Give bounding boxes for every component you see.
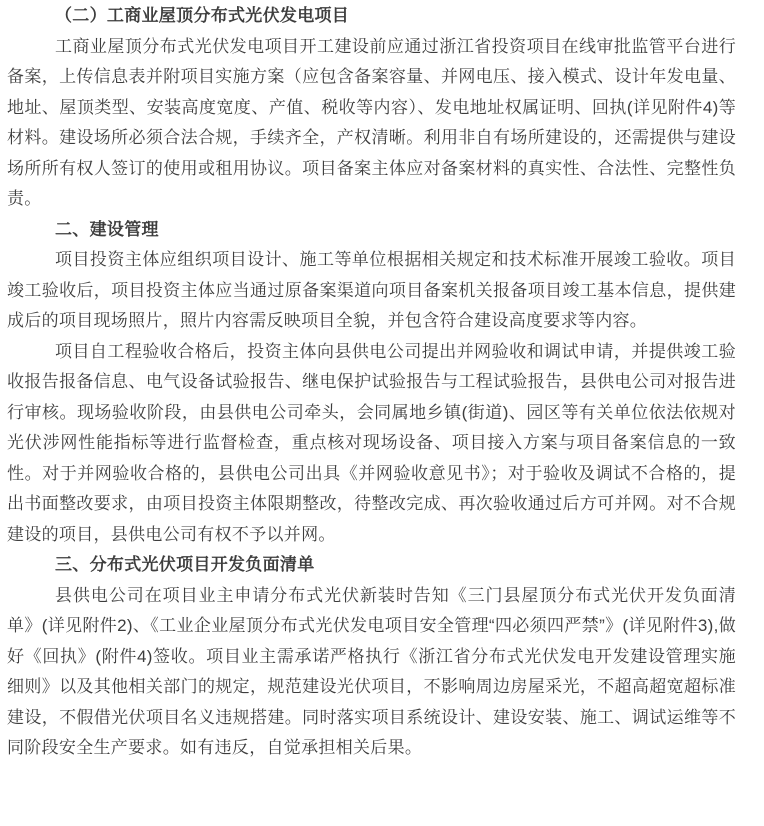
paragraph-filing-requirements: 工商业屋顶分布式光伏发电项目开工建设前应通过浙江省投资项目在线审批监管平台进行备案，上传信息表并附项目实施方案（应包含备案容量、并网电压、接入模式、设计年发电量、地址、屋顶类型、安装高度宽度、产值、税收等内容）、发电地址权属证明、回执(详见附件4)等材料。建设场所必须合法合规，手续齐全，产权清晰。利用非自有场所建设的，还需提供与建设场所所有权人签订的使用或租用协议。项目备案主体应对备案材料的真实性、合法性、完整性负责。	[7, 36, 736, 208]
heading-commercial-rooftop-pv-project: （二）工商业屋顶分布式光伏发电项目	[55, 6, 350, 25]
paragraph-grid-connection-acceptance: 项目自工程验收合格后，投资主体向县供电公司提出并网验收和调试申请，并提供竣工验收报告报备信息、电气设备试验报告、继电保护试验报告与工程试验报告，县供电公司对报告进行审核。现场验收阶段，由县供电公司牵头，会同属地乡镇(街道)、园区等有关单位依法依规对光伏涉网性能指标等进行监督检查，重点核对现场设备、项目接入方案与项目备案信息的一致性。对于并网验收合格的，县供电公司出具《并网验收意见书》；对于验收及调试不合格的，提出书面整改要求，由项目投资主体限期整改，待整改完成、再次验收通过后方可并网。对不合规建设的项目，县供电公司有权不予以并网。	[7, 341, 736, 544]
heading-negative-list: 三、分布式光伏项目开发负面清单	[55, 555, 315, 574]
heading-construction-management: 二、建设管理	[55, 219, 159, 239]
paragraph-completion-acceptance: 项目投资主体应组织项目设计、施工等单位根据相关规定和技术标准开展竣工验收。项目竣工验收后，项目投资主体应当通过原备案渠道向项目备案机关报备项目竣工基本信息，提供建成后的项目现场照片，照片内容需反映项目全貌，并包含符合建设高度要求等内容。	[7, 250, 736, 330]
paragraph-negative-list-notification: 县供电公司在项目业主申请分布式光伏新装时告知《三门县屋顶分布式光伏开发负面清单》(详见附件2)、《工业企业屋顶分布式光伏发电项目安全管理“四必须四严禁”》(详见附件3),做好《回执》(附件4)签收。项目业主需承诺严格执行《浙江省分布式光伏发电开发建设管理实施细则》以及其他相关部门的规定，规范建设光伏项目，不影响周边房屋采光，不超高超宽超标准建设，不假借光伏项目名义违规搭建。同时落实项目系统设计、建设安装、施工、调试运维等不同阶段安全生产要求。如有违反，自觉承担相关后果。	[7, 585, 736, 757]
